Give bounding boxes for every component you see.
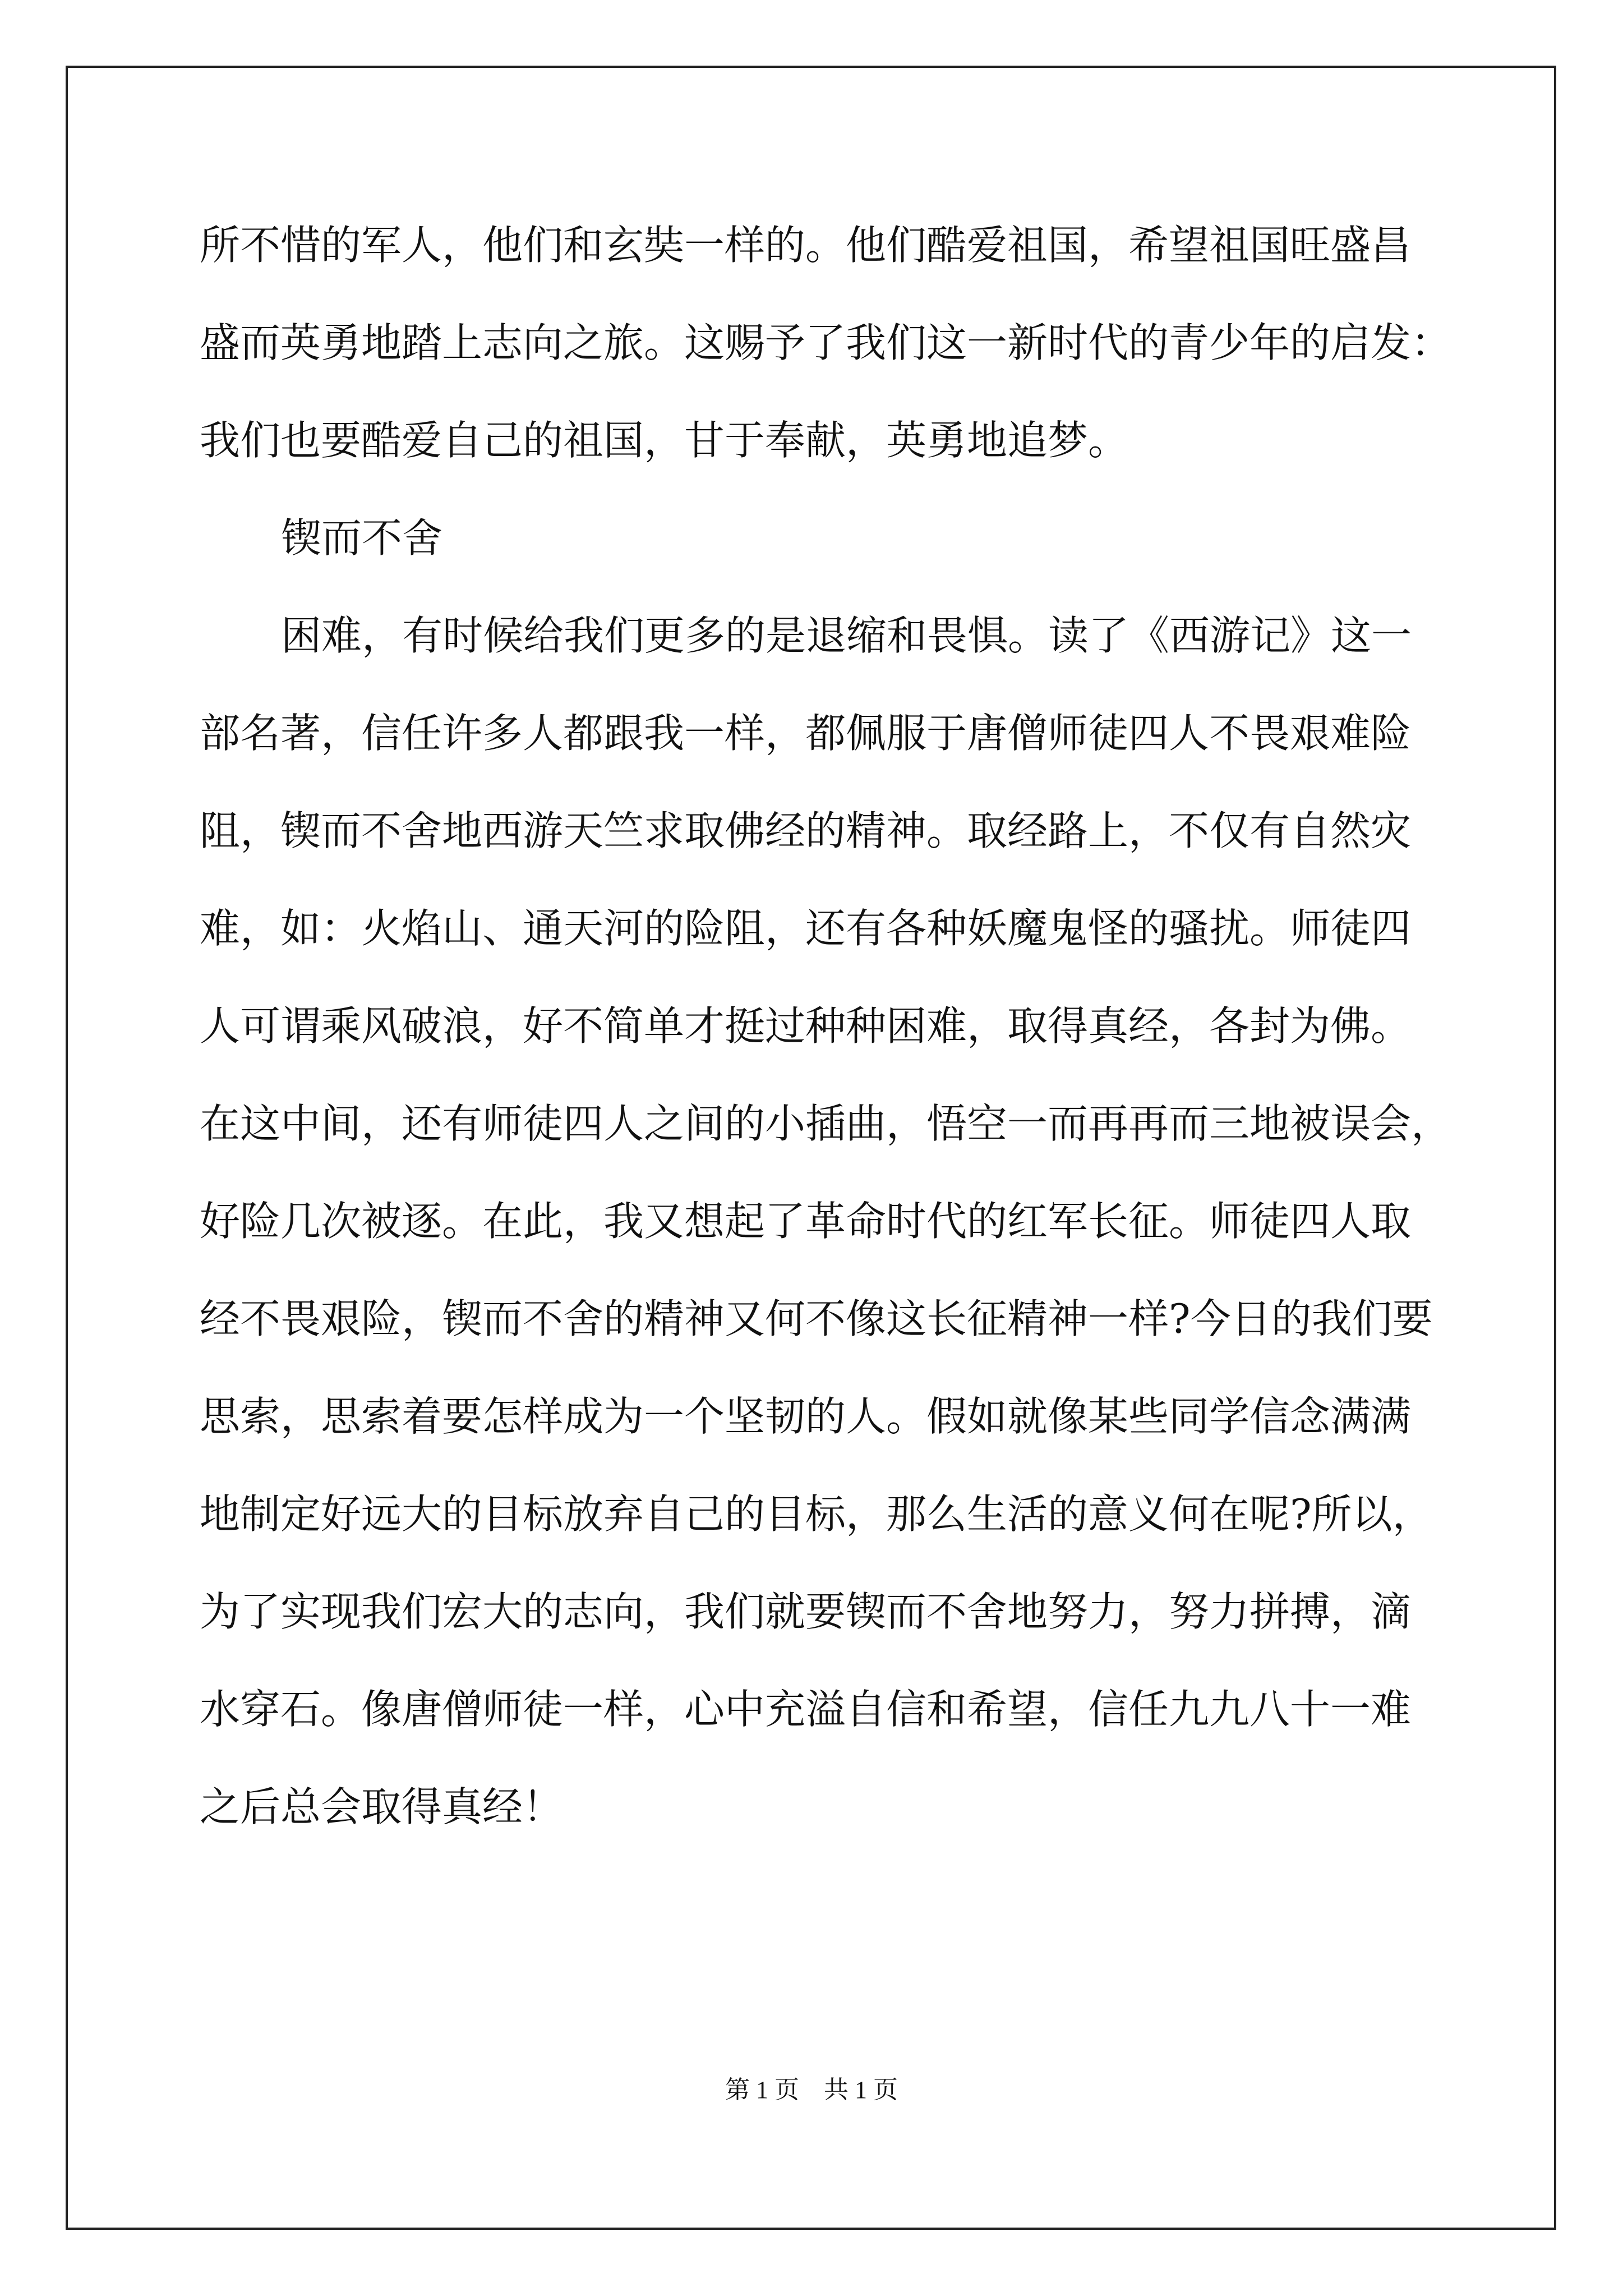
section-heading: 锲而不舍 <box>281 514 443 562</box>
text-line: 在这中间，还有师徒四人之间的小插曲，悟空一而再再而三地被误会， <box>200 1100 1452 1147</box>
text-line: 经不畏艰险，锲而不舍的精神又何不像这长征精神一样?今日的我们要 <box>200 1295 1433 1342</box>
text-line: 思索，思索着要怎样成为一个坚韧的人。假如就像某些同学信念满满 <box>200 1393 1412 1440</box>
text-line: 好险几次被逐。在此，我又想起了革命时代的红军长征。师徒四人取 <box>200 1198 1412 1245</box>
text-line: 为了实现我们宏大的志向，我们就要锲而不舍地努力，努力拼搏，滴 <box>200 1588 1412 1635</box>
page-number-footer: 第 1 页 共 1 页 <box>725 2076 898 2104</box>
text-line: 部名著，信任许多人都跟我一样，都佩服于唐僧师徒四人不畏艰难险 <box>200 710 1412 757</box>
text-line: 地制定好远大的目标放弃自己的目标，那么生活的意义何在呢?所以， <box>200 1490 1433 1538</box>
text-line: 所不惜的军人，他们和玄奘一样的。他们酷爱祖国，希望祖国旺盛昌 <box>200 222 1412 269</box>
paragraph-first-line: 困难，有时候给我们更多的是退缩和畏惧。读了《西游记》这一 <box>281 612 1412 659</box>
text-line: 水穿石。像唐僧师徒一样，心中充溢自信和希望，信任九九八十一难 <box>200 1686 1412 1733</box>
text-line: 我们也要酷爱自己的祖国，甘于奉献，英勇地追梦。 <box>200 417 1129 464</box>
text-line: 人可谓乘风破浪，好不简单才挺过种种困难，取得真经，各封为佛。 <box>200 1002 1412 1050</box>
text-line: 之后总会取得真经！ <box>200 1783 564 1830</box>
text-line: 难，如：火焰山、通天河的险阻，还有各种妖魔鬼怪的骚扰。师徒四 <box>200 905 1412 952</box>
text-line: 阻，锲而不舍地西游天竺求取佛经的精神。取经路上，不仅有自然灾 <box>200 807 1412 854</box>
text-line: 盛而英勇地踏上志向之旅。这赐予了我们这一新时代的青少年的启发： <box>200 319 1452 366</box>
